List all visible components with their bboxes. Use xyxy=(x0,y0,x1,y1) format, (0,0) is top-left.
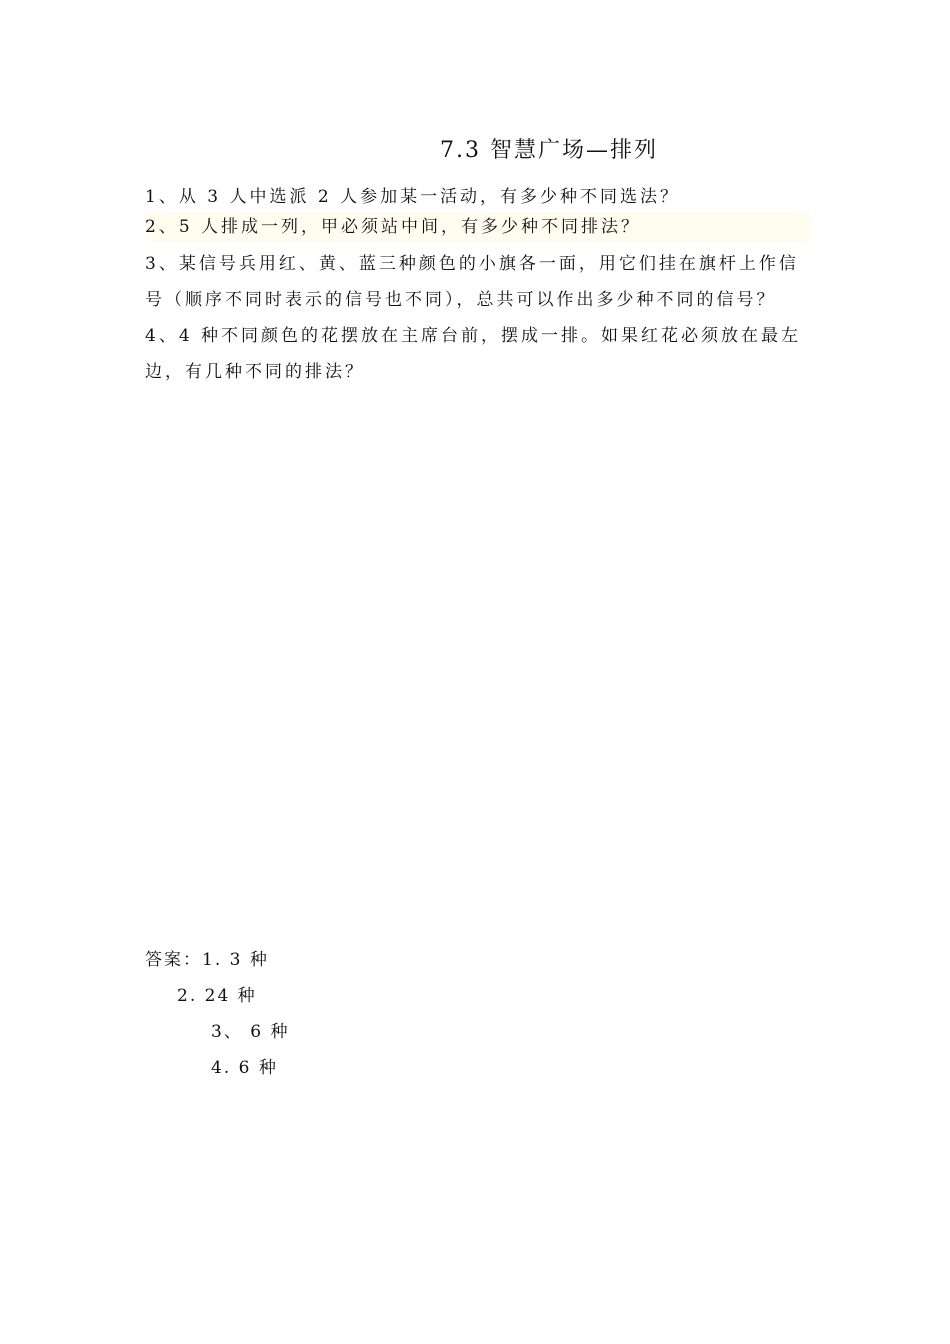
question-2: 2、5 人排成一列，甲必须站中间，有多少种不同排法？ xyxy=(145,212,810,242)
answer-1: 1. 3 种 xyxy=(202,950,269,970)
answer-4: 4. 6 种 xyxy=(211,1058,278,1078)
answer-line-3 xyxy=(145,1014,289,1050)
answer-label: 答案： xyxy=(145,950,202,970)
question-list xyxy=(145,182,810,390)
answer-line-4 xyxy=(145,1050,289,1086)
question-4: 4、4 种不同颜色的花摆放在主席台前，摆成一排。如果红花必须放在最左边，有几种不同的排法？ xyxy=(145,326,802,382)
question-1: 1、从 3 人中选派 2 人参加某一活动，有多少种不同选法？ xyxy=(145,187,681,207)
page-title: 7.3 智慧广场—排列 xyxy=(440,138,658,163)
answer-3: 3、 6 种 xyxy=(211,1022,290,1042)
answer-line-2 xyxy=(145,978,289,1014)
answer-line-1 xyxy=(145,942,289,978)
answer-section xyxy=(145,942,289,1086)
question-3: 3、某信号兵用红、黄、蓝三种颜色的小旗各一面，用它们挂在旗杆上作信号（顺序不同时表示的信号也不同），总共可以作出多少种不同的信号？ xyxy=(145,254,799,310)
answer-2: 2. 24 种 xyxy=(177,986,257,1006)
